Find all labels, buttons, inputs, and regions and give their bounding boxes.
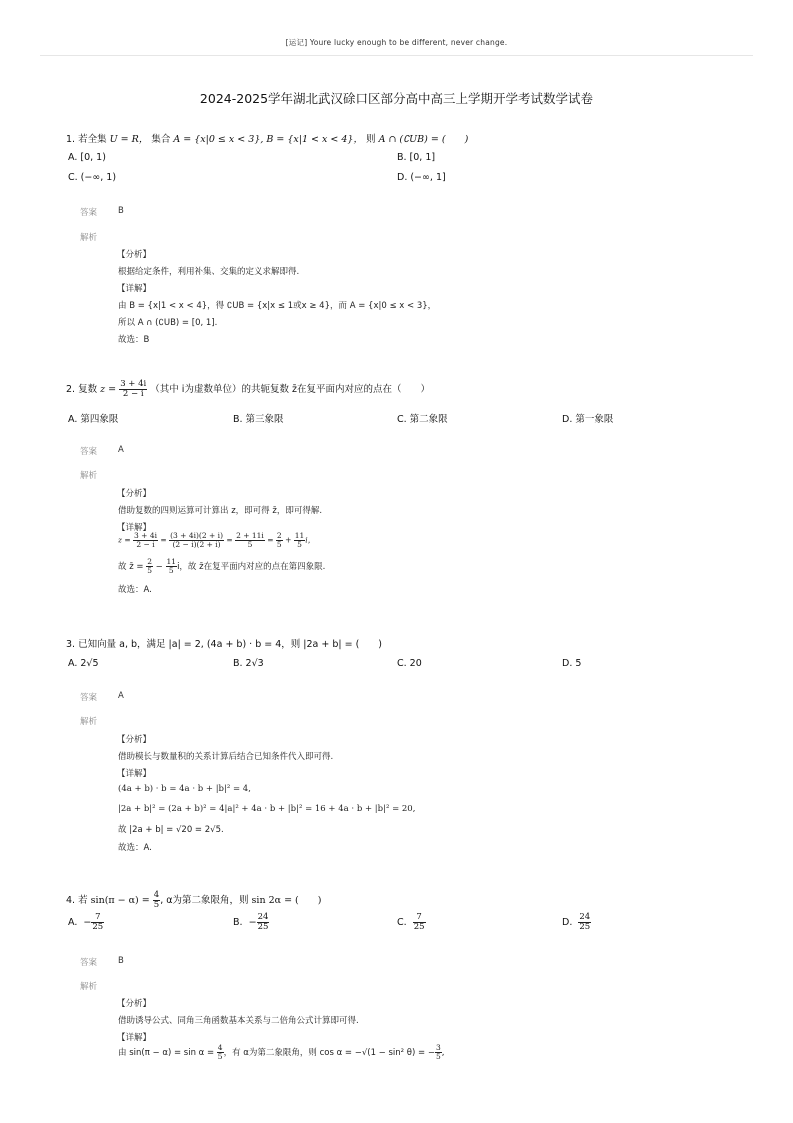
answer-value: B [118, 956, 124, 966]
option-c[interactable]: C. $\frac{7}{25}$ [397, 912, 425, 932]
analysis-label: 解析 [80, 982, 98, 992]
stem-math: sin 2α = ( ) [251, 894, 322, 906]
question-number: 3. [66, 639, 76, 650]
question-4-stem [66, 891, 321, 910]
detail-line: 故选：B [118, 335, 150, 345]
fenxi-heading: 【分析】 [117, 489, 152, 499]
fenxi-heading: 【分析】 [117, 735, 152, 745]
analysis-label: 解析 [80, 233, 98, 243]
header-divider [40, 55, 753, 56]
option-d[interactable]: D. 第一象限 [562, 414, 614, 425]
stem-text: 复数 [78, 383, 98, 395]
analysis-label: 解析 [80, 717, 98, 727]
stem-text: 集合 [151, 134, 171, 145]
question-2-stem [66, 380, 430, 399]
option-d[interactable]: D. 5 [562, 658, 582, 669]
fenxi-heading: 【分析】 [117, 999, 152, 1009]
detail-line: (4a + b) · b = 4a · b + |b|² = 4, [118, 784, 251, 794]
stem-math: A = {x|0 ≤ x < 3}, B = {x|1 < x < 4}， [173, 134, 363, 145]
detail-line: 故 |2a + b| = √20 = 2√5. [118, 825, 224, 835]
fraction: $\frac{4}{5}$ [153, 890, 160, 910]
answer-label: 答案 [80, 958, 98, 968]
xiangjie-heading: 【详解】 [117, 284, 152, 294]
detail-line: 所以 A ∩ (∁UB) = [0, 1]. [118, 318, 218, 328]
page-title: 2024-2025学年湖北武汉硢口区部分高中高三上学期开学考试数学试卷 [199, 91, 594, 106]
stem-text: , α为第二象限角，则 [160, 894, 249, 906]
detail-line: 故选：A. [118, 585, 152, 595]
stem-text: 已知向量 a, b，满足 |a| = 2, (4a + b) · b = 4，则 |2a + b| = ( ) [78, 639, 383, 650]
fraction: $\frac{3 + 4i}{2 - i}$ [120, 379, 147, 399]
question-number: 4. [66, 894, 76, 906]
detail-line: 故选：A. [118, 843, 152, 853]
answer-label: 答案 [80, 693, 98, 703]
fenxi-text: 根据给定条件，利用补集、交集的定义求解即得. [118, 267, 300, 277]
question-number: 1. [66, 134, 76, 145]
fenxi-text: 借助诱导公式、同角三角函数基本关系与二倍角公式计算即可得. [118, 1016, 359, 1026]
stem-text: 若全集 [78, 134, 107, 145]
answer-value: B [118, 206, 124, 216]
question-3-stem [66, 636, 382, 650]
answer-value: A [118, 691, 124, 701]
detail-line: 由 sin(π − α) = sin α = $\frac{4}{5}$ ，有 α为第二象限角，则 cos α = −√(1 − sin² θ) = − $\frac{3}{5}$ , [118, 1043, 445, 1061]
option-d[interactable]: D. (−∞, 1] [397, 172, 446, 183]
answer-label: 答案 [80, 447, 98, 457]
xiangjie-heading: 【详解】 [117, 1033, 152, 1043]
option-b[interactable]: B. 2√3 [233, 658, 264, 669]
option-a[interactable]: A. − $\frac{7}{25}$ [68, 912, 104, 932]
option-c[interactable]: C. 第二象限 [397, 414, 448, 425]
stem-math: sin(π − α) = [90, 894, 150, 906]
answer-value: A [118, 445, 124, 455]
option-c[interactable]: C. (−∞, 1) [68, 172, 117, 183]
stem-math: A ∩ (∁UB) = ( ) [378, 134, 469, 145]
option-a[interactable]: A. 2√5 [68, 658, 99, 669]
question-1-stem [66, 131, 468, 145]
option-b[interactable]: B. 第三象限 [233, 414, 284, 425]
option-c[interactable]: C. 20 [397, 658, 422, 669]
stem-text: 若 [78, 894, 88, 906]
option-a[interactable]: A. 第四象限 [68, 414, 119, 425]
option-b[interactable]: B. [0, 1] [397, 152, 436, 163]
xiangjie-heading: 【详解】 [117, 769, 152, 779]
detail-line: 故 z̄ = $\frac{2}{5}$ − $\frac{11}{5}$ i，故 z̄在复平面内对应的点在第四象限. [118, 557, 326, 575]
option-a[interactable]: A. [0, 1) [68, 152, 106, 163]
stem-text: （其中 i为虚数单位）的共轭复数 z̄在复平面内对应的点在（ ） [150, 383, 430, 395]
detail-line: z = $\frac{3 + 4i}{2 - i}$ = $\frac{(3 + 4i)(2 + i)}{(2 - i)(2 + i)}$ = $\frac{2 + 11i}{5}$ = $\frac{2}{5}$ + $\frac{11}{5}$ i， [118, 531, 316, 549]
question-number: 2. [66, 383, 76, 395]
option-b[interactable]: B. − $\frac{24}{25}$ [233, 912, 269, 932]
option-d[interactable]: D. $\frac{24}{25}$ [562, 912, 591, 932]
page-header: [运记] Youre lucky enough to be different, never change. [285, 38, 508, 47]
detail-line: 由 B = {x|1 < x < 4}，得 ∁UB = {x|x ≤ 1或x ≥ 4}，而 A = {x|0 ≤ x < 3}， [118, 301, 437, 311]
fenxi-text: 借助模长与数量积的关系计算后结合已知条件代入即可得. [118, 752, 334, 762]
analysis-label: 解析 [80, 471, 98, 481]
fenxi-heading: 【分析】 [117, 250, 152, 260]
stem-math: U = R， [109, 134, 149, 145]
stem-text: 则 [366, 134, 376, 145]
xiangjie-heading: 【详解】 [117, 523, 152, 533]
stem-math: z = [100, 383, 117, 395]
fenxi-text: 借助复数的四则运算可计算出 z，即可得 z̄，即可得解. [118, 506, 323, 516]
answer-label: 答案 [80, 208, 98, 218]
detail-line: |2a + b|² = (2a + b)² = 4|a|² + 4a · b + |b|² = 16 + 4a · b + |b|² = 20, [118, 804, 416, 814]
